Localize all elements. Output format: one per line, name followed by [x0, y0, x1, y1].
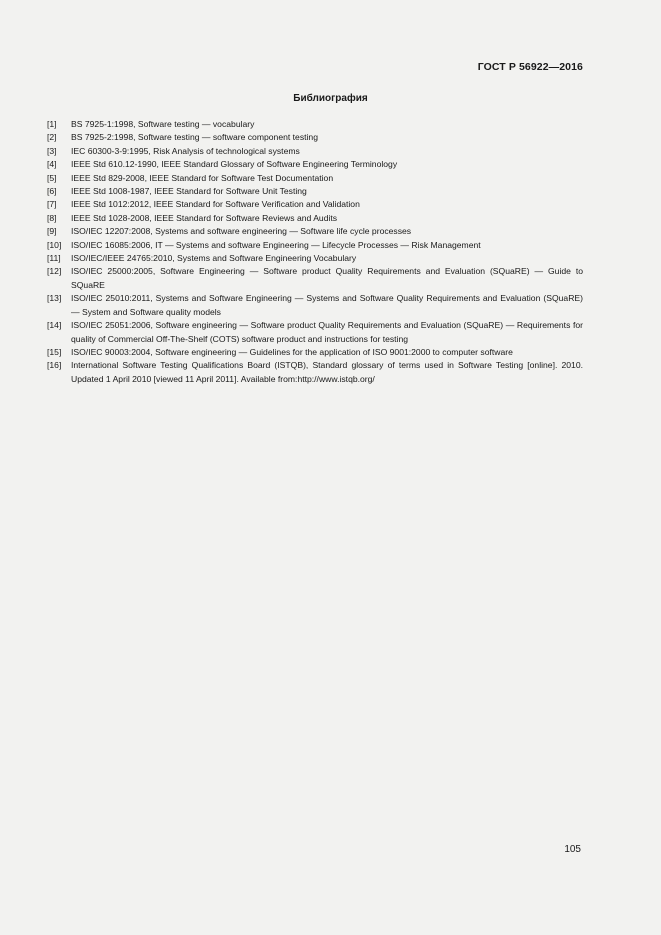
reference-number: [7]	[47, 199, 57, 210]
reference-item	[47, 359, 583, 386]
reference-number: [12]	[47, 266, 62, 277]
bibliography-list	[47, 118, 583, 386]
reference-text: IEEE Std 1012:2012, IEEE Standard for Software Verification and Validation	[71, 199, 360, 210]
reference-item	[47, 172, 583, 185]
reference-item	[47, 212, 583, 225]
reference-item	[47, 265, 583, 292]
reference-number: [3]	[47, 145, 57, 156]
reference-text: ISO/IEC 25051:2006, Software engineering — Software product Quality Requirements and Evaluation (SQuaRE) — Requirements for quality of Commercial Off-The-Shelf (COTS) software product and instructions for testing	[71, 320, 583, 344]
reference-item	[47, 239, 583, 252]
reference-number: [13]	[47, 293, 62, 304]
reference-number: [15]	[47, 346, 62, 357]
reference-number: [1]	[47, 119, 57, 129]
reference-number: [6]	[47, 186, 57, 197]
reference-item	[47, 185, 583, 198]
reference-item	[47, 346, 583, 359]
reference-text: BS 7925-1:1998, Software testing — vocabulary	[71, 119, 255, 129]
reference-item	[47, 118, 583, 131]
document-code: ГОСТ Р 56922—2016	[477, 61, 583, 73]
reference-item	[47, 292, 583, 319]
reference-number: [14]	[47, 320, 62, 331]
reference-number: [11]	[47, 253, 61, 264]
reference-number: [16]	[47, 360, 62, 371]
page-title: Библиография	[293, 93, 368, 104]
reference-text: ISO/IEC 25000:2005, Software Engineering — Software product Quality Requirements and Evaluation (SQuaRE) — Guide to SQuaRE	[71, 266, 583, 290]
reference-text: International Software Testing Qualifications Board (ISTQB), Standard glossary of terms used in Software Testing [online]. 2010. Updated 1 April 2010 [viewed 11 April 2011]. Available from:http://www.istqb.org/	[71, 360, 583, 384]
reference-number: [4]	[47, 159, 57, 170]
reference-item	[47, 319, 583, 346]
reference-number: [2]	[47, 132, 57, 143]
reference-text: ISO/IEC 12207:2008, Systems and software engineering — Software life cycle processes	[71, 226, 412, 237]
reference-number: [8]	[47, 212, 57, 223]
reference-text: IEEE Std 1008-1987, IEEE Standard for Software Unit Testing	[71, 186, 307, 197]
reference-item	[47, 225, 583, 238]
page-number: 105	[564, 844, 581, 855]
reference-item	[47, 131, 583, 144]
reference-text: IEC 60300-3-9:1995, Risk Analysis of technological systems	[71, 145, 300, 156]
reference-item	[47, 145, 583, 158]
reference-text: ISO/IEC 16085:2006, IT — Systems and software Engineering — Lifecycle Processes — Risk Management	[71, 239, 481, 250]
reference-item	[47, 252, 583, 265]
reference-number: [10]	[47, 239, 62, 250]
reference-text: IEEE Std 610.12-1990, IEEE Standard Glossary of Software Engineering Terminology	[71, 159, 398, 170]
reference-text: ISO/IEC/IEEE 24765:2010, Systems and Software Engineering Vocabulary	[71, 253, 357, 264]
reference-number: [9]	[47, 226, 57, 237]
reference-text: ISO/IEC 90003:2004, Software engineering — Guidelines for the application of ISO 9001:2000 to computer software	[71, 346, 513, 357]
reference-text: ISO/IEC 25010:2011, Systems and Software Engineering — Systems and Software Quality Requirements and Evaluation (SQuaRE) — System and Software quality models	[71, 293, 583, 317]
reference-text: IEEE Std 1028-2008, IEEE Standard for Software Reviews and Audits	[71, 212, 338, 223]
reference-text: BS 7925-2:1998, Software testing — software component testing	[71, 132, 318, 143]
reference-number: [5]	[47, 172, 57, 183]
reference-item	[47, 158, 583, 171]
reference-text: IEEE Std 829-2008, IEEE Standard for Software Test Documentation	[71, 172, 334, 183]
reference-item	[47, 198, 583, 211]
